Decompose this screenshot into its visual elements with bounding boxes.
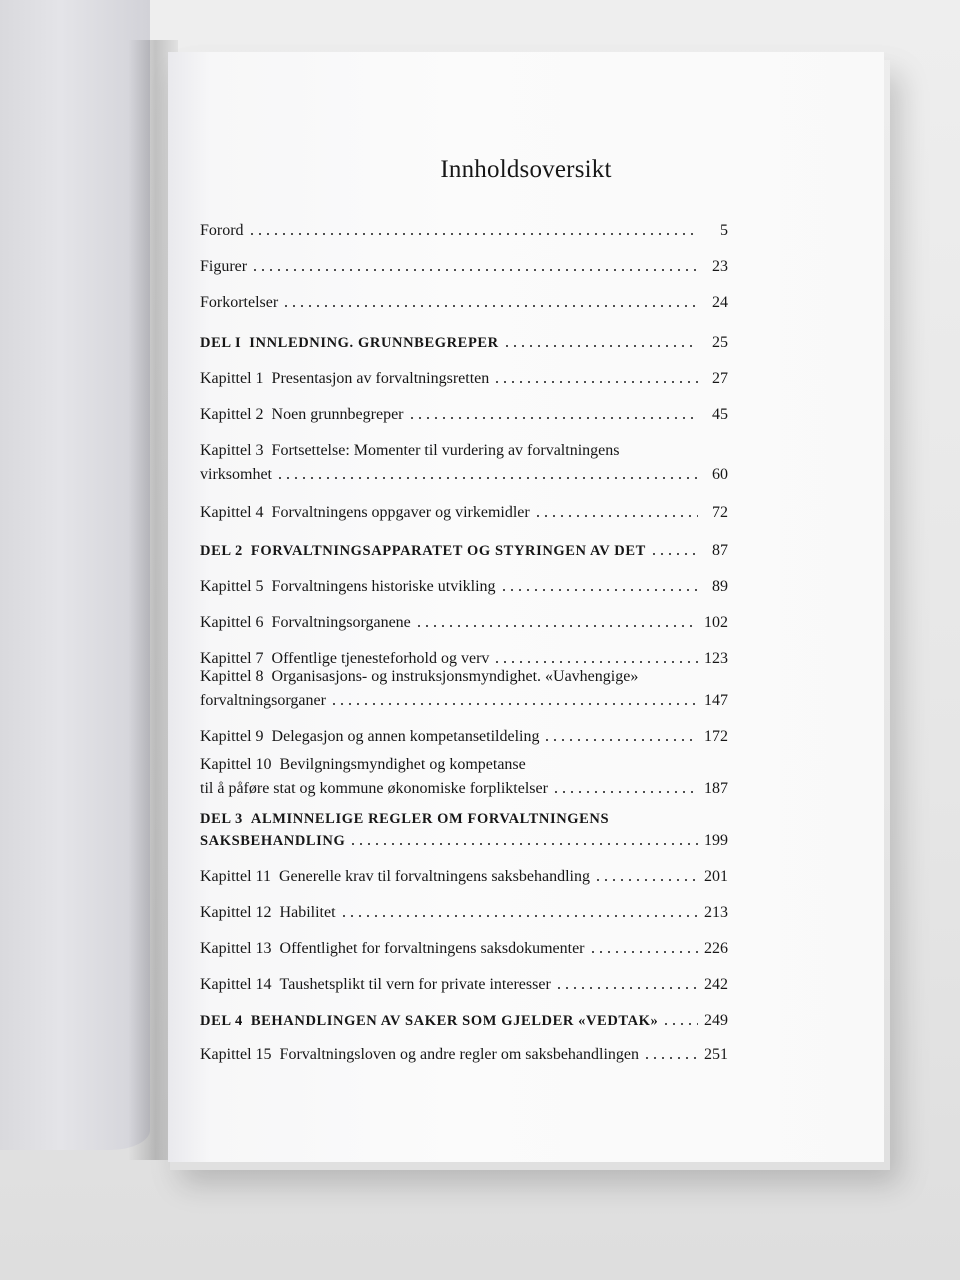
toc-part-3[interactable] — [200, 826, 728, 852]
chapter-title: Noen grunnbegreper — [271, 406, 404, 423]
entry-label: Figurer — [200, 258, 248, 275]
toc-chapter[interactable] — [200, 970, 728, 996]
page-number: 5 — [720, 222, 728, 239]
toc-entry[interactable] — [200, 216, 728, 242]
entry-label: Forord — [200, 222, 244, 239]
chapter-title: Bevilgningsmyndighet og kompetanse — [279, 756, 526, 773]
dot-leader — [503, 343, 698, 349]
dot-leader — [650, 551, 698, 557]
chapter-title: Habilitet — [279, 904, 336, 921]
part-number: DEL 2 — [200, 543, 243, 559]
toc-chapter[interactable] — [200, 608, 728, 634]
dot-leader — [493, 659, 698, 665]
dot-leader — [543, 737, 698, 743]
page-number: 123 — [704, 650, 728, 667]
page-number: 251 — [704, 1046, 728, 1063]
chapter-title: Taushetsplikt til vern for private interesser — [279, 976, 551, 993]
chapter-number: Kapittel 3 — [200, 442, 264, 459]
dot-leader — [248, 231, 698, 237]
page-number: 226 — [704, 940, 728, 957]
chapter-number: Kapittel 8 — [200, 668, 264, 685]
page-number: 249 — [704, 1012, 728, 1029]
toc-chapter[interactable] — [200, 460, 728, 486]
dot-leader — [594, 877, 698, 883]
dot-leader — [552, 789, 698, 795]
page-number: 23 — [712, 258, 728, 275]
chapter-title: Forvaltningens oppgaver og virkemidler — [271, 504, 530, 521]
toc-chapter[interactable] — [200, 774, 728, 800]
chapter-title: Fortsettelse: Momenter til vurdering av forvaltningens — [271, 442, 620, 459]
page-number: 102 — [704, 614, 728, 631]
chapter-number: Kapittel 12 — [200, 904, 272, 921]
toc-chapter[interactable] — [200, 1040, 728, 1066]
page-number: 87 — [712, 542, 728, 559]
page-number: 199 — [704, 832, 728, 849]
page-number: 201 — [704, 868, 728, 885]
toc-entry[interactable] — [200, 288, 728, 314]
toc-chapter[interactable] — [200, 686, 728, 712]
dot-leader — [340, 913, 698, 919]
chapter-number: Kapittel 10 — [200, 756, 272, 773]
chapter-number: Kapittel 14 — [200, 976, 272, 993]
page-title: Innholdsoversikt — [440, 156, 612, 183]
chapter-number: Kapittel 5 — [200, 578, 264, 595]
chapter-number: Kapittel 13 — [200, 940, 272, 957]
part-number: DEL 4 — [200, 1013, 243, 1029]
toc-chapter[interactable] — [200, 862, 728, 888]
part-number: DEL I — [200, 335, 242, 351]
toc-chapter[interactable] — [200, 400, 728, 426]
toc-part-4[interactable] — [200, 1006, 728, 1032]
toc-chapter[interactable] — [200, 898, 728, 924]
page-number: 27 — [712, 370, 728, 387]
dot-leader — [330, 701, 698, 707]
dot-leader — [662, 1021, 698, 1027]
toc-chapter[interactable] — [200, 364, 728, 390]
chapter-title: Offentlige tjenesteforhold og verv — [271, 650, 490, 667]
page-number: 213 — [704, 904, 728, 921]
chapter-title: Presentasjon av forvaltningsretten — [271, 370, 490, 387]
chapter-number: Kapittel 7 — [200, 650, 264, 667]
dot-leader — [534, 513, 698, 519]
page-number: 147 — [704, 692, 728, 709]
dot-leader — [349, 841, 698, 847]
chapter-title: Forvaltningsorganene — [271, 614, 411, 631]
toc-part-2[interactable] — [200, 536, 728, 562]
page-number: 25 — [712, 334, 728, 351]
page-number: 60 — [712, 466, 728, 483]
part-number: DEL 3 — [200, 811, 243, 827]
chapter-number: Kapittel 11 — [200, 868, 271, 885]
page-number: 187 — [704, 780, 728, 797]
chapter-title-cont: virksomhet — [200, 466, 272, 483]
chapter-title: Offentlighet for forvaltningens saksdokumenter — [279, 940, 585, 957]
toc-chapter[interactable] — [200, 934, 728, 960]
chapter-title: Forvaltningsloven og andre regler om saksbehandlingen — [279, 1046, 640, 1063]
dot-leader — [251, 267, 698, 273]
part-title-cont: SAKSBEHANDLING — [200, 833, 346, 849]
toc-chapter[interactable] — [200, 498, 728, 524]
page-number: 72 — [712, 504, 728, 521]
chapter-number: Kapittel 6 — [200, 614, 264, 631]
dot-leader — [276, 475, 698, 481]
toc-chapter[interactable] — [200, 572, 728, 598]
part-title: INNLEDNING. GRUNNBEGREPER — [249, 335, 499, 351]
chapter-title: Organisasjons- og instruksjonsmyndighet. «Uavhengige» — [271, 668, 639, 685]
toc-chapter-line[interactable] — [200, 440, 619, 462]
toc-entry[interactable] — [200, 252, 728, 278]
toc-chapter[interactable] — [200, 722, 728, 748]
chapter-number: Kapittel 1 — [200, 370, 264, 387]
part-title: BEHANDLINGEN AV SAKER SOM GJELDER «VEDTAK» — [250, 1013, 659, 1029]
chapter-title: Delegasjon og annen kompetansetildeling — [271, 728, 540, 745]
toc-part-1[interactable] — [200, 328, 728, 354]
chapter-title-cont: forvaltningsorganer — [200, 692, 326, 709]
chapter-title-cont: til å påføre stat og kommune økonomiske forpliktelser — [200, 780, 548, 797]
chapter-number: Kapittel 4 — [200, 504, 264, 521]
page-number: 45 — [712, 406, 728, 423]
dot-leader — [643, 1055, 698, 1061]
page-number: 24 — [712, 294, 728, 311]
dot-leader — [500, 587, 698, 593]
part-title: ALMINNELIGE REGLER OM FORVALTNINGENS — [250, 811, 610, 827]
chapter-number: Kapittel 15 — [200, 1046, 272, 1063]
part-title: FORVALTNINGSAPPARATET OG STYRINGEN AV DET — [250, 543, 646, 559]
page-number: 172 — [704, 728, 728, 745]
chapter-number: Kapittel 2 — [200, 406, 264, 423]
dot-leader — [555, 985, 698, 991]
dot-leader — [415, 623, 698, 629]
page-number: 242 — [704, 976, 728, 993]
dot-leader — [282, 303, 698, 309]
entry-label: Forkortelser — [200, 294, 279, 311]
page-number: 89 — [712, 578, 728, 595]
toc-chapter-line[interactable] — [200, 666, 638, 688]
chapter-title: Forvaltningens historiske utvikling — [271, 578, 496, 595]
dot-leader — [589, 949, 698, 955]
chapter-number: Kapittel 9 — [200, 728, 264, 745]
chapter-title: Generelle krav til forvaltningens saksbehandling — [278, 868, 590, 885]
dot-leader — [408, 415, 699, 421]
toc-chapter-line[interactable] — [200, 754, 526, 776]
toc-page — [168, 52, 884, 1162]
dot-leader — [493, 379, 698, 385]
